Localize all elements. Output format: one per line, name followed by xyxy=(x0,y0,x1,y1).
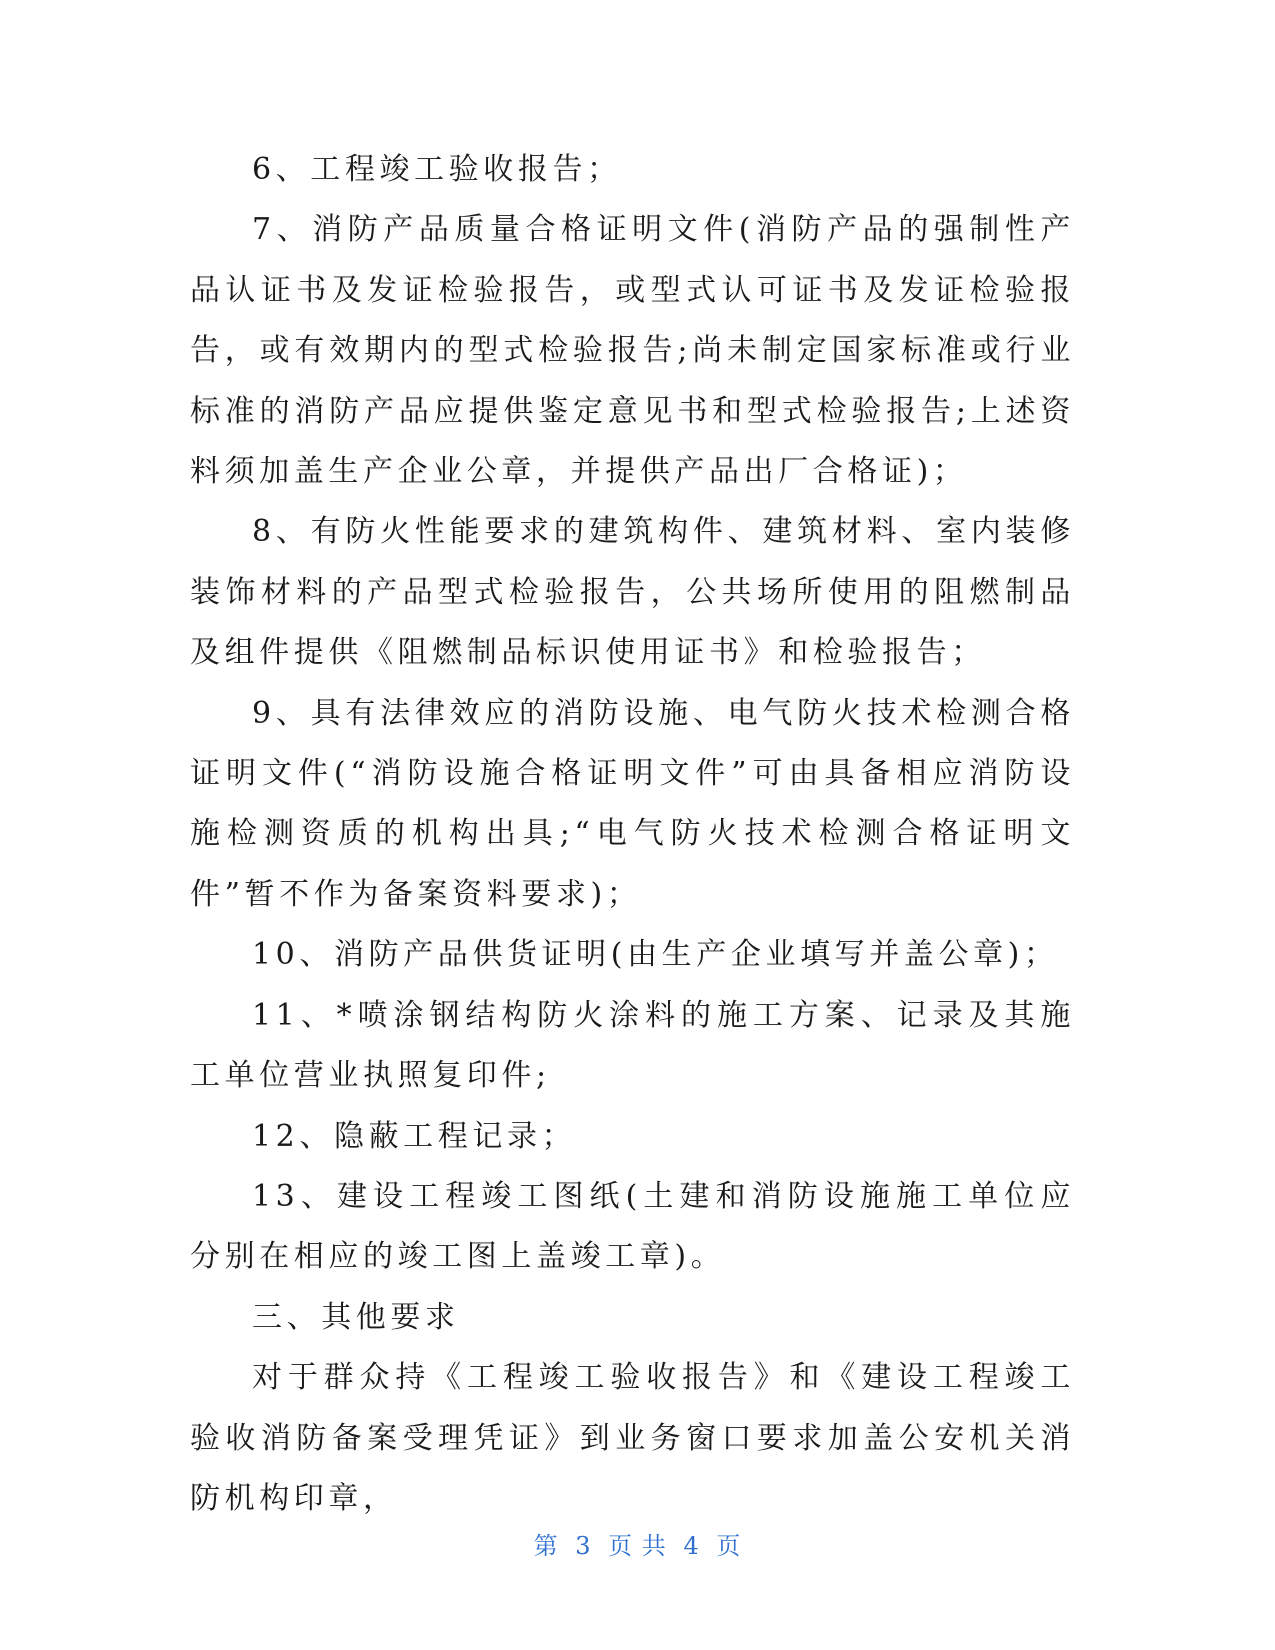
footer-middle: 页 共 xyxy=(608,1532,667,1560)
page-footer xyxy=(0,1530,1275,1562)
document-body xyxy=(190,140,1075,1529)
footer-prefix: 第 xyxy=(533,1532,559,1560)
paragraph-item-7: 7、消防产品质量合格证明文件(消防产品的强制性产品认证书及发证检验报告，或型式认可证书及发证检验报告，或有效期内的型式检验报告;尚未制定国家标准或行业标准的消防产品应提供鉴定意见书和型式检验报告;上述资料须加盖生产企业公章，并提供产品出厂合格证)； xyxy=(190,212,1075,490)
paragraph-item-9: 9、具有法律效应的消防设施、电气防火技术检测合格证明文件(“消防设施合格证明文件”可由具备相应消防设施检测资质的机构出具;“电气防火技术检测合格证明文件”暂不作为备案资料要求)； xyxy=(190,695,1075,912)
paragraph-item-6: 6、工程竣工验收报告； xyxy=(252,152,622,187)
paragraph-other-requirements: 对于群众持《工程竣工验收报告》和《建设工程竣工验收消防备案受理凭证》到业务窗口要求加盖公安机关消防机构印章， xyxy=(190,1360,1075,1516)
paragraph-item-13: 13、建设工程竣工图纸(土建和消防设施施工单位应分别在相应的竣工图上盖竣工章)。 xyxy=(190,1178,1075,1275)
footer-suffix: 页 xyxy=(716,1532,742,1560)
paragraph-item-10: 10、消防产品供货证明(由生产企业填写并盖公章)； xyxy=(252,937,1059,973)
paragraph-item-12: 12、隐蔽工程记录； xyxy=(252,1118,577,1154)
paragraph-item-8: 8、有防火性能要求的建筑构件、建筑材料、室内装修装饰材料的产品型式检验报告，公共场所使用的阻燃制品及组件提供《阻燃制品标识使用证书》和检验报告； xyxy=(190,514,1075,671)
footer-total-pages: 4 xyxy=(683,1532,700,1560)
footer-current-page: 3 xyxy=(575,1532,592,1560)
section-heading-other-requirements: 三、其他要求 xyxy=(252,1299,460,1335)
paragraph-item-11: 11、*喷涂钢结构防火涂料的施工方案、记录及其施工单位营业执照复印件; xyxy=(190,997,1075,1094)
